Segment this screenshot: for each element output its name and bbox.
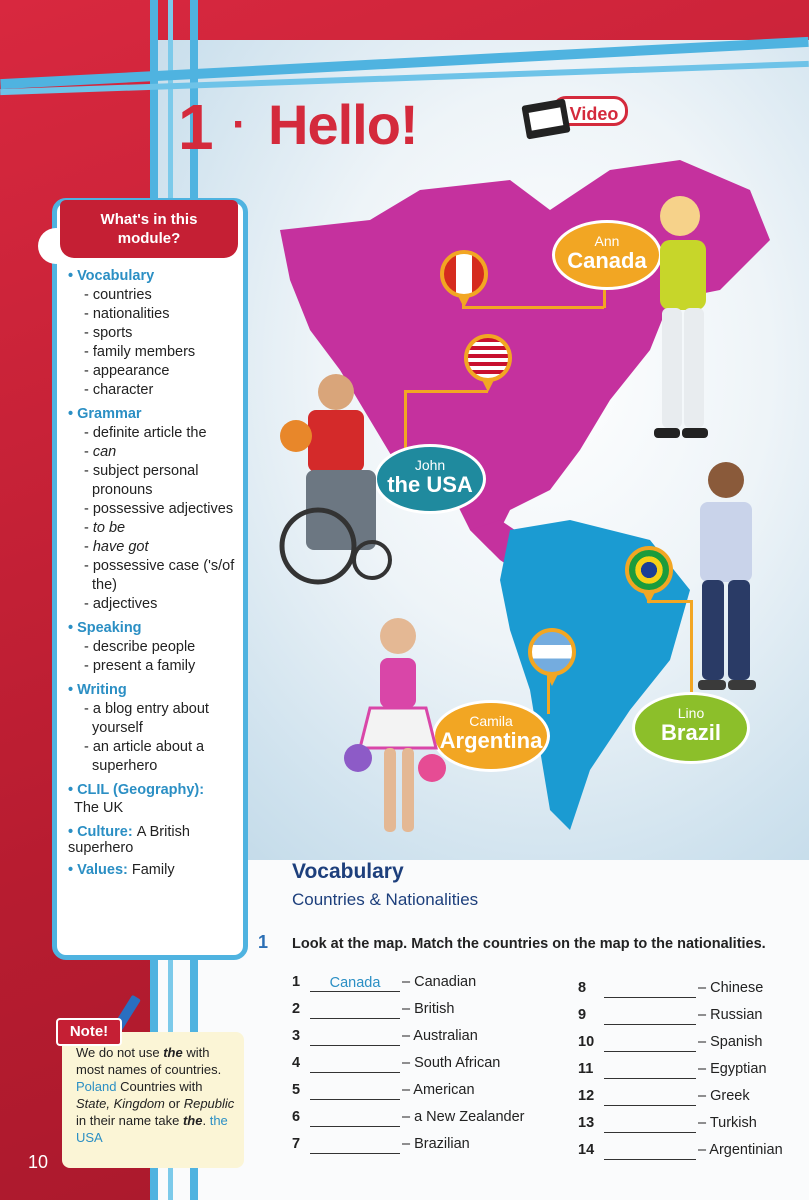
exercise-item xyxy=(292,972,476,996)
section-title xyxy=(68,862,244,878)
nationality: – Russian xyxy=(698,1007,763,1023)
section-title xyxy=(68,782,244,798)
nationality: – South African xyxy=(402,1055,501,1071)
note-fragment: the xyxy=(182,1113,203,1128)
section-text: The UK xyxy=(74,800,124,816)
nationality: – Greek xyxy=(698,1088,750,1104)
answer-blank[interactable] xyxy=(604,979,696,998)
bullet-icon: • xyxy=(68,824,74,840)
item-number: 5 xyxy=(292,1082,301,1098)
item-text: have got xyxy=(92,539,149,555)
bullet-icon: • xyxy=(68,862,74,878)
exercise-instruction: Look at the map. Match the countries on the map to the nationalities. xyxy=(292,936,766,952)
section-title xyxy=(68,268,244,284)
section-title-text: Vocabulary xyxy=(77,268,155,284)
note-fragment: with most names of countries. xyxy=(76,1045,222,1077)
item-number: 4 xyxy=(292,1055,301,1071)
nationality: – British xyxy=(402,1001,455,1017)
note-example: the USA xyxy=(76,1113,228,1145)
answer-blank[interactable] xyxy=(310,1027,400,1046)
answer-blank[interactable] xyxy=(604,1033,696,1052)
item-text: to be xyxy=(92,520,126,536)
exercise-item xyxy=(578,1005,762,1029)
exercise-item xyxy=(578,1140,783,1164)
item-text: adjectives xyxy=(92,596,158,612)
item-text: present a family xyxy=(92,658,196,674)
item-number: 2 xyxy=(292,1001,301,1017)
note-fragment: Countries with xyxy=(120,1079,203,1094)
nationality: – American xyxy=(402,1082,475,1098)
girl-ann-illustration xyxy=(632,186,722,456)
list-item: - possessive adjectives xyxy=(84,501,234,517)
item-number: 9 xyxy=(578,1007,587,1023)
argentina-flag-pin xyxy=(528,628,576,676)
list-item: - countries xyxy=(84,287,152,303)
list-item: - describe people xyxy=(84,639,196,655)
person-name: Ann xyxy=(594,233,620,249)
item-text: appearance xyxy=(92,363,170,379)
section-title-text: Grammar xyxy=(77,406,142,422)
section-title-text: Values: xyxy=(77,862,128,878)
country-name: the USA xyxy=(387,472,473,497)
section-title xyxy=(68,824,244,856)
list-item: - present a family xyxy=(84,658,196,674)
section-title xyxy=(68,620,244,636)
item-number: 10 xyxy=(578,1034,595,1050)
section-text: Family xyxy=(131,862,175,878)
connector-line xyxy=(404,390,488,393)
film-icon xyxy=(521,98,570,139)
item-text: describe people xyxy=(92,639,196,655)
list-item: - adjectives xyxy=(84,596,158,612)
list-item: - appearance xyxy=(84,363,170,379)
vocabulary-subheading: Countries & Nationalities xyxy=(292,890,479,909)
exercise-item xyxy=(292,999,454,1023)
note-label: Note! xyxy=(56,1018,122,1046)
answer-blank[interactable] xyxy=(604,1006,696,1025)
item-text: sports xyxy=(92,325,133,341)
item-text: possessive adjectives xyxy=(92,501,234,517)
section-culture xyxy=(68,824,244,856)
page-number: 10 xyxy=(28,1152,49,1172)
section-clil xyxy=(68,782,244,818)
list-item: - nationalities xyxy=(84,306,170,322)
note-fragment: in their name take xyxy=(76,1113,180,1128)
list-item: - subject personal pronouns xyxy=(84,463,199,498)
nationality: – Spanish xyxy=(698,1034,763,1050)
nationality: – Australian xyxy=(402,1028,478,1044)
section-title-text: Speaking xyxy=(77,620,142,636)
exercise-item xyxy=(578,1113,757,1137)
bullet-icon: • xyxy=(68,620,74,636)
exercise-item xyxy=(292,1080,475,1104)
exercise-item xyxy=(292,1026,478,1050)
note-fragment: State, Kingdom xyxy=(76,1096,165,1111)
answer-blank[interactable] xyxy=(604,1087,696,1106)
section-title-text: CLIL (Geography): xyxy=(77,782,205,798)
list-item: - can xyxy=(84,444,117,460)
item-number: 3 xyxy=(292,1028,301,1044)
answer-blank[interactable] xyxy=(604,1114,696,1133)
section-writing xyxy=(68,682,244,776)
exercise-item xyxy=(578,1032,763,1056)
item-text: family members xyxy=(92,344,196,360)
note-fragment: or xyxy=(168,1096,181,1111)
bullet-icon: • xyxy=(68,782,74,798)
heading-line: What's in this xyxy=(100,211,198,228)
list-item: - a blog entry about yourself xyxy=(84,701,209,736)
item-number: 1 xyxy=(292,974,301,990)
module-contents-list xyxy=(68,268,244,884)
section-title xyxy=(68,406,244,422)
section-text: A British superhero xyxy=(68,824,190,856)
item-number: 14 xyxy=(578,1142,595,1158)
module-contents-heading xyxy=(60,200,238,258)
person-name: Lino xyxy=(677,705,705,721)
item-text: can xyxy=(92,444,117,460)
section-title-text: Writing xyxy=(77,682,127,698)
answer-blank[interactable] xyxy=(604,1060,696,1079)
item-number: 8 xyxy=(578,980,587,996)
nationality: – a New Zealander xyxy=(402,1109,525,1125)
list-item: - family members xyxy=(84,344,196,360)
country-name: Argentina xyxy=(439,728,543,753)
answer-blank[interactable] xyxy=(310,1081,400,1100)
exercise-item xyxy=(578,1059,767,1083)
title-separator: · xyxy=(232,100,247,149)
item-text: subject personal pronouns xyxy=(92,463,199,498)
item-text: an article about a superhero xyxy=(92,739,205,774)
nationality: – Canadian xyxy=(402,974,477,990)
item-text: nationalities xyxy=(92,306,170,322)
note-fragment: . xyxy=(202,1113,207,1128)
list-item: - sports xyxy=(84,325,133,341)
nationality: – Turkish xyxy=(698,1115,757,1131)
section-title xyxy=(68,682,244,698)
answer-blank[interactable] xyxy=(310,1135,400,1154)
item-number: 11 xyxy=(578,1061,594,1077)
section-speaking xyxy=(68,620,244,676)
item-text: character xyxy=(92,382,154,398)
note-example: Poland xyxy=(76,1079,117,1094)
section-vocabulary xyxy=(68,268,244,400)
brazil-flag-pin xyxy=(625,546,673,594)
module-number: 1 xyxy=(178,91,214,163)
list-item: - possessive case ('s/of the) xyxy=(84,558,235,593)
boy-lino-illustration xyxy=(680,458,772,708)
list-item: - definite article the xyxy=(84,425,207,441)
nationality: – Egyptian xyxy=(698,1061,767,1077)
heading-line: module? xyxy=(117,230,181,247)
exercise-item xyxy=(578,1086,750,1110)
list-item: - to be xyxy=(84,520,126,536)
canada-flag-pin xyxy=(440,250,488,298)
video-label: Video xyxy=(552,96,628,126)
exercise-item xyxy=(578,978,763,1002)
answer-blank[interactable]: Canada xyxy=(310,973,400,992)
section-grammar xyxy=(68,406,244,614)
item-number: 12 xyxy=(578,1088,595,1104)
nationality: – Brazilian xyxy=(402,1136,470,1152)
note-text xyxy=(76,1044,238,1146)
connector-line xyxy=(462,306,604,309)
item-text: countries xyxy=(92,287,152,303)
item-number: 13 xyxy=(578,1115,595,1131)
answer-blank[interactable] xyxy=(310,1108,400,1127)
nationality: – Chinese xyxy=(698,980,764,996)
list-item: - an article about a superhero xyxy=(84,739,205,774)
item-text: definite article the xyxy=(92,425,207,441)
answer-blank[interactable] xyxy=(310,1000,400,1019)
bullet-icon: • xyxy=(68,682,74,698)
note-fragment: Republic xyxy=(183,1096,235,1111)
item-text: possessive case ('s/of the) xyxy=(92,558,235,593)
vocabulary-heading: Vocabulary xyxy=(292,860,404,883)
note-fragment: the xyxy=(163,1045,183,1060)
item-number: 7 xyxy=(292,1136,301,1152)
boy-john-illustration xyxy=(262,370,402,590)
note-fragment: We do not use xyxy=(76,1045,160,1060)
person-name: John xyxy=(414,457,446,473)
item-text: a blog entry about yourself xyxy=(92,701,209,736)
nationality: – Argentinian xyxy=(698,1142,783,1158)
usa-flag-pin xyxy=(464,334,512,382)
girl-camila-illustration xyxy=(340,608,450,848)
exercise-item xyxy=(292,1053,500,1077)
answer-blank[interactable] xyxy=(604,1141,696,1160)
page-title: Hello! xyxy=(268,93,418,156)
item-number: 6 xyxy=(292,1109,301,1125)
exercise-item xyxy=(292,1134,470,1158)
answer-blank[interactable] xyxy=(310,1054,400,1073)
exercise-item xyxy=(292,1107,525,1131)
country-name: Canada xyxy=(567,248,647,273)
section-title-text: Culture: xyxy=(77,824,133,840)
video-button[interactable] xyxy=(524,92,632,136)
list-item: - have got xyxy=(84,539,149,555)
list-item: - character xyxy=(84,382,154,398)
bullet-icon: • xyxy=(68,406,74,422)
person-name: Camila xyxy=(469,713,513,729)
country-name: Brazil xyxy=(661,720,721,745)
exercise-number: 1 xyxy=(258,932,269,952)
bullet-icon: • xyxy=(68,268,74,284)
connector-line xyxy=(404,390,407,448)
section-values xyxy=(68,862,244,878)
